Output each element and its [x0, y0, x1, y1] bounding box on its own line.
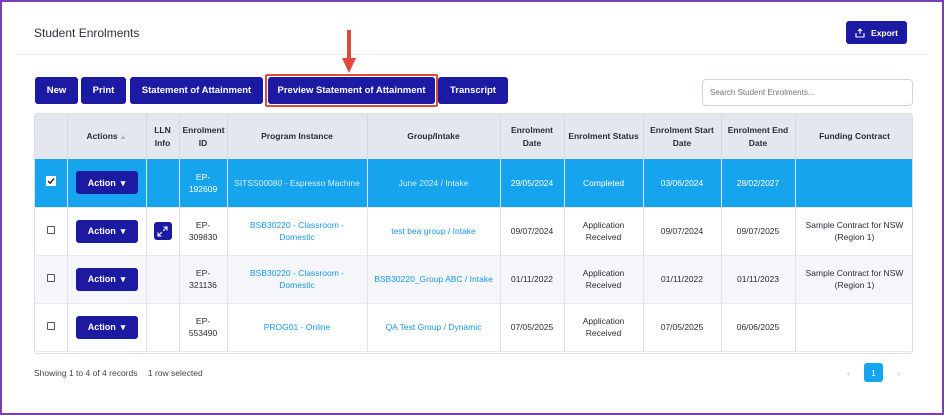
action-dropdown-button[interactable]: Action ▾	[76, 316, 138, 339]
caret-down-icon: ▾	[120, 322, 126, 332]
end-date: 01/11/2023	[721, 255, 795, 303]
enrolment-date: 09/07/2024	[500, 207, 564, 255]
end-date: 06/06/2025	[721, 303, 795, 351]
header-divider	[16, 54, 928, 55]
records-count-text: Showing 1 to 4 of 4 records	[34, 368, 138, 378]
enrolment-status: Completed	[564, 159, 643, 207]
table-row[interactable]	[35, 255, 913, 303]
action-dropdown-button[interactable]: Action ▾	[76, 220, 138, 243]
funding-contract	[795, 159, 913, 207]
row-checkbox[interactable]	[47, 322, 55, 330]
table-row[interactable]	[35, 159, 913, 207]
header-start-date[interactable]: Enrolment Start Date	[643, 114, 721, 159]
enrolment-status: Application Received	[564, 303, 643, 351]
group-link[interactable]: June 2024 / Intake	[398, 177, 469, 188]
group-link[interactable]: test bea group / Intake	[391, 226, 476, 236]
enrolment-id: EP-309830	[179, 207, 227, 255]
end-date: 09/07/2025	[721, 207, 795, 255]
action-dropdown-button[interactable]: Action ▾	[76, 171, 138, 194]
table-row[interactable]	[35, 303, 913, 351]
funding-contract: Sample Contract for NSW (Region 1)	[795, 207, 913, 255]
print-button[interactable]: Print	[81, 77, 126, 104]
enrolment-id: EP-553490	[179, 303, 227, 351]
header-group-intake[interactable]: Group/Intake	[367, 114, 500, 159]
header-end-date[interactable]: Enrolment End Date	[721, 114, 795, 159]
group-link[interactable]: BSB30220_Group ABC / Intake	[374, 274, 493, 284]
group-link[interactable]: QA Test Group / Dynamic	[385, 322, 482, 332]
caret-down-icon: ▾	[120, 177, 126, 188]
header-select	[35, 114, 67, 159]
header-enrolment-id[interactable]: Enrolment ID	[179, 114, 227, 159]
row-checkbox[interactable]	[47, 274, 55, 282]
caret-down-icon: ▾	[120, 226, 126, 236]
program-link[interactable]: SITSS00080 - Espresso Machine	[234, 177, 360, 188]
start-date: 07/05/2025	[643, 303, 721, 351]
enrolment-date: 01/11/2022	[500, 255, 564, 303]
start-date: 03/06/2024	[643, 159, 721, 207]
funding-contract: Sample Contract for NSW (Region 1)	[795, 255, 913, 303]
start-date: 01/11/2022	[643, 255, 721, 303]
new-button[interactable]: New	[35, 77, 78, 104]
header-actions[interactable]: Actions ▲	[67, 114, 146, 159]
next-page-icon[interactable]: ›	[897, 367, 900, 378]
statement-of-attainment-button[interactable]: Statement of Attainment	[130, 77, 263, 104]
program-link[interactable]: PROG01 - Online	[263, 322, 331, 332]
annotation-arrow-icon	[342, 30, 356, 74]
checkbox-checked-icon[interactable]	[46, 176, 56, 186]
upload-icon	[855, 28, 865, 38]
sort-icon: ▲	[119, 133, 127, 141]
enrolments-table	[34, 113, 913, 354]
enrolment-id: EP-321136	[179, 255, 227, 303]
page-1-button[interactable]: 1	[864, 363, 883, 382]
caret-down-icon: ▾	[120, 274, 126, 284]
start-date: 09/07/2024	[643, 207, 721, 255]
preview-statement-of-attainment-button[interactable]: Preview Statement of Attainment	[268, 77, 435, 104]
enrolment-date: 07/05/2025	[500, 303, 564, 351]
lln-cell	[146, 303, 179, 351]
prev-page-icon[interactable]: ‹	[847, 367, 850, 378]
page-title: Student Enrolments	[34, 26, 140, 40]
funding-contract	[795, 303, 913, 351]
row-checkbox[interactable]	[47, 226, 55, 234]
program-link[interactable]: BSB30220 - Classroom - Domestic	[249, 220, 344, 242]
header-program-instance[interactable]: Program Instance	[227, 114, 367, 159]
enrolment-date: 29/05/2024	[500, 159, 564, 207]
lln-cell	[146, 255, 179, 303]
pagination	[847, 363, 900, 382]
enrolment-status: Application Received	[564, 207, 643, 255]
enrolment-status: Application Received	[564, 255, 643, 303]
selected-count-text: 1 row selected	[147, 368, 203, 378]
export-button[interactable]	[846, 21, 907, 44]
table-header-row	[35, 114, 913, 159]
transcript-button[interactable]: Transcript	[438, 77, 508, 104]
records-summary	[34, 368, 211, 378]
expand-icon[interactable]	[154, 222, 172, 240]
header-enrolment-status[interactable]: Enrolment Status	[564, 114, 643, 159]
action-dropdown-button[interactable]: Action ▾	[76, 268, 138, 291]
lln-cell	[146, 159, 179, 207]
search-input[interactable]	[702, 79, 913, 106]
header-enrolment-date[interactable]: Enrolment Date	[500, 114, 564, 159]
enrolment-id: EP-192609	[179, 159, 227, 207]
header-lln-info[interactable]: LLN Info	[146, 114, 179, 159]
program-link[interactable]: BSB30220 - Classroom - Domestic	[249, 268, 344, 290]
header-funding-contract[interactable]: Funding Contract	[795, 114, 913, 159]
export-label: Export	[871, 27, 898, 38]
end-date: 28/02/2027	[721, 159, 795, 207]
table-row[interactable]	[35, 207, 913, 255]
